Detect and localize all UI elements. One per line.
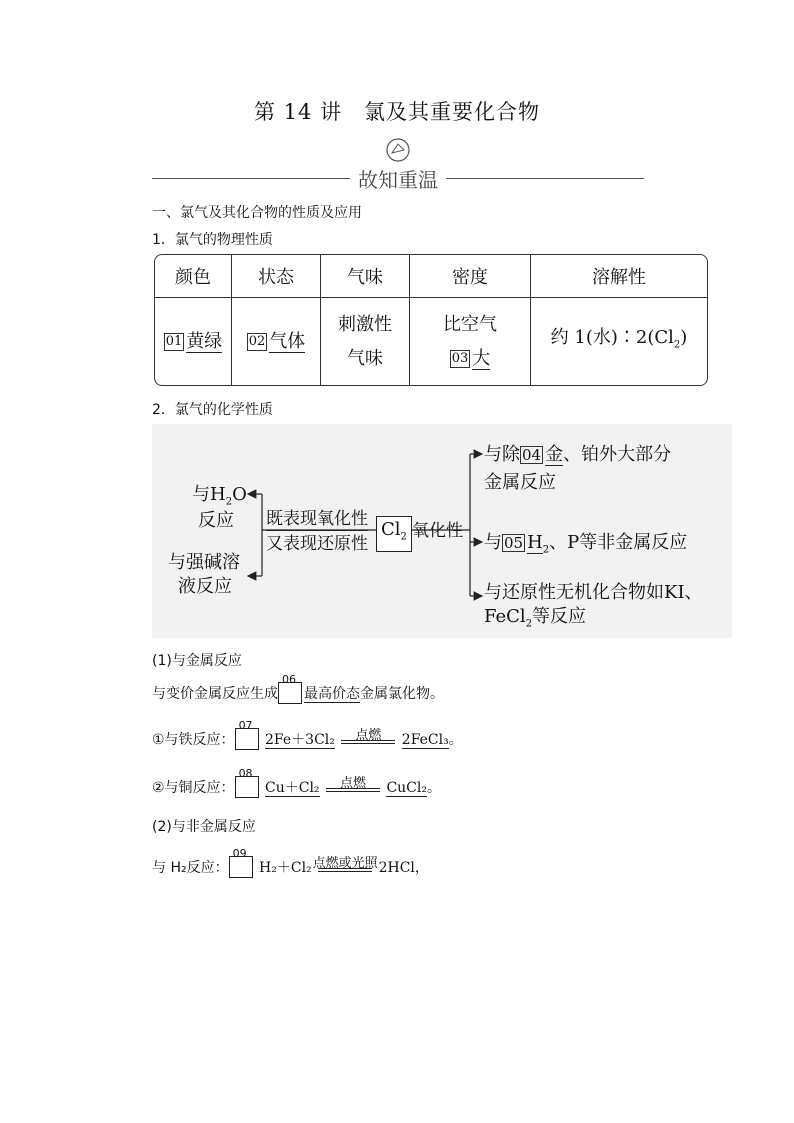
branch-reducing-2: FeCl$_2$等反应 [484,606,587,630]
answer-text: 黄绿 [186,330,223,352]
metal-statement: 与变价金属反应生成 06 最高价态金属氯化物。 [152,673,444,702]
answer-box: 06 [278,682,302,704]
banner-title: 故知重温 [350,168,446,192]
answer-text: 气体 [269,330,306,352]
header-odor: 气味 [321,255,410,298]
reaction-condition: 点燃 [341,740,395,750]
dual-nature-2: 又表现还原性 [266,530,368,557]
cell-color [155,298,232,385]
iron-reaction: ①与铁反应： 07 2Fe＋3Cl₂ 点燃 2FeCl₃。 [152,719,463,748]
node-base-1: 与强碱溶 [168,552,240,573]
bell-icon [384,138,412,162]
cell-density [410,298,531,385]
odor-line-1: 刺激性 [338,313,392,335]
reaction-condition: 点燃或光照 [312,856,378,871]
chemical-properties-diagram [152,424,732,638]
header-density: 密度 [410,255,531,298]
header-color: 颜色 [155,255,232,298]
section-heading: 一、氯气及其化合物的性质及应用 [152,205,362,221]
copper-reaction: ②与铜反应： 08 Cu＋Cl₂ 点燃 CuCl₂。 [152,767,441,796]
dual-nature-1: 既表现氧化性 [266,509,368,529]
chlorine-box: $Cl_2$ [376,516,412,552]
branch-nonmetals: 与 05 $H_2$、P等非金属反应 [484,532,688,556]
answer-box: 09 [229,856,253,878]
header-solubility: 溶解性 [531,255,707,298]
branch-reducing: 与还原性无机化合物如KI、 [484,582,703,603]
answer-text: 大 [472,347,491,369]
physical-properties-table [154,254,708,386]
header-state: 状态 [232,255,321,298]
branch-metals: 与除 04 金、铂外大部分 [484,444,672,465]
odor-line-2: 气味 [347,347,383,369]
nonmetal-heading: (2)与非金属反应 [152,819,256,835]
blank-number: 02 [248,333,266,349]
blank-number: 01 [165,333,183,349]
node-base-2: 液反应 [178,576,232,597]
blank-number: 03 [451,350,469,366]
branch-metals-2: 金属反应 [484,472,556,493]
answer-box: 07 [235,728,259,750]
density-line-1: 比空气 [443,313,497,335]
subsection-chemical: 2．氯气的化学性质 [152,402,273,418]
reaction-condition: 点燃 [326,788,380,798]
solubility-text: 约 1(水)∶2(Cl [550,326,674,348]
cell-solubility: 约 1(水)$∶2(Cl_2)$ [550,326,688,351]
page-title: 第 14 讲 氯及其重要化合物 [253,100,541,124]
node-water: 与$H_2O$ [192,484,247,508]
answer-box: 08 [235,776,259,798]
subsection-physical: 1．氯气的物理性质 [152,232,273,248]
cell-state [232,298,321,385]
oxidizing-label: 氧化性 [412,521,463,541]
metal-heading: (1)与金属反应 [152,653,242,669]
node-water-reaction: 反应 [198,510,234,531]
hydrogen-reaction: 与 H₂反应： 09 H₂＋Cl₂ 点燃或光照 2HCl， [152,847,429,876]
section-banner [152,138,644,190]
cell-odor [321,298,410,385]
